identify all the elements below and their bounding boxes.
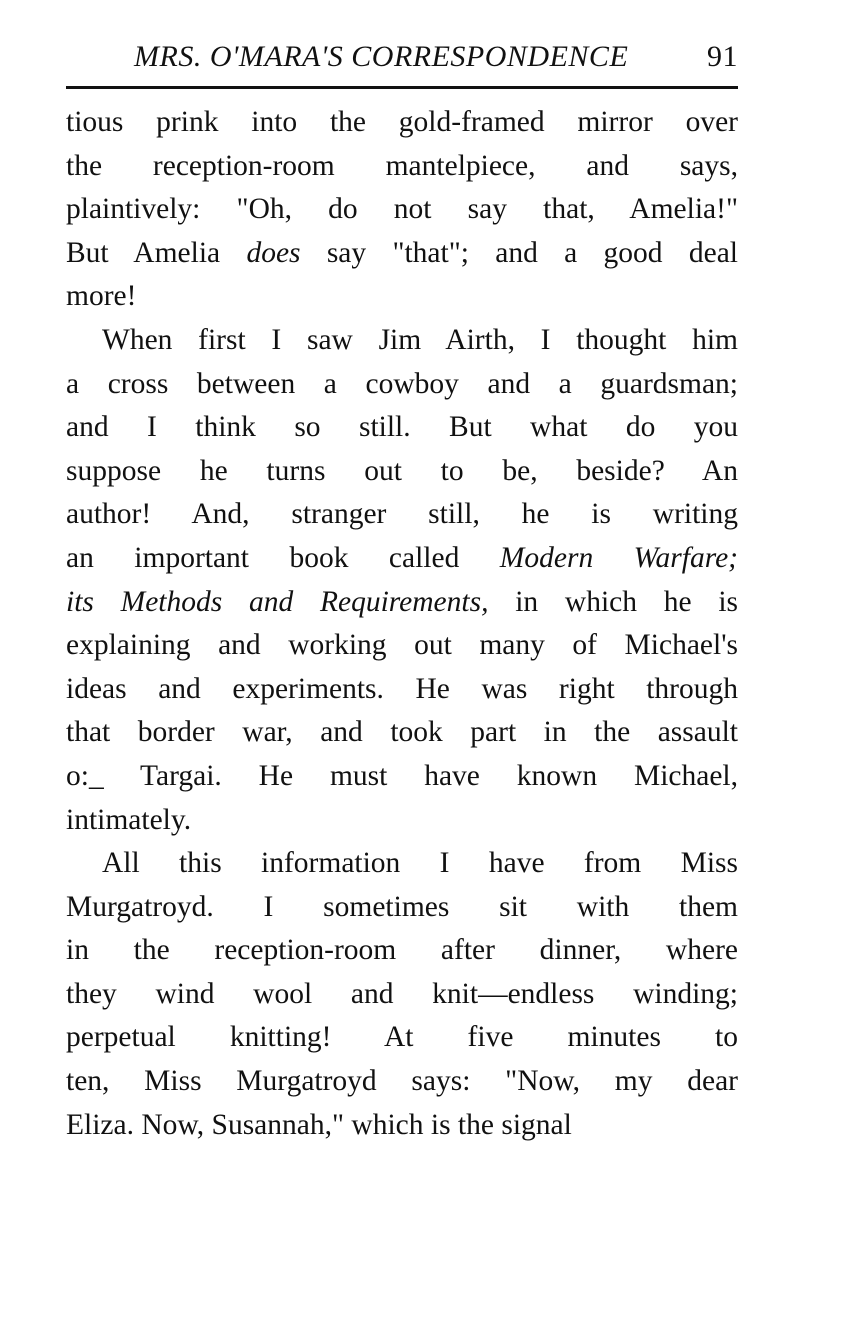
italic-text: Modern Warfare;	[499, 541, 738, 574]
text-line: an important book called Modern Warfare;	[66, 541, 738, 574]
text-line: explaining and working out many of Michael's	[66, 629, 738, 662]
text-line: ten, Miss Murgatroyd says: "Now, my dear	[66, 1065, 738, 1098]
text-line: they wind wool and knit—endless winding;	[66, 977, 738, 1010]
italic-text: does	[246, 236, 301, 269]
running-head	[66, 36, 738, 76]
book-page	[66, 36, 738, 1147]
text-line: the reception-room mantelpiece, and says,	[66, 149, 738, 182]
text-line: its Methods and Requirements, in which he is	[66, 585, 739, 618]
text-line: But Amelia does say "that"; and a good deal	[66, 236, 738, 269]
text-line: When first I saw Jim Airth, I thought him	[102, 323, 738, 356]
text-line: author! And, stranger still, he is writing	[66, 498, 738, 531]
italic-text: its Methods and Requirements,	[66, 585, 489, 618]
text-line: plaintively: "Oh, do not say that, Amelia!"	[66, 193, 738, 226]
text-line: suppose he turns out to be, beside? An	[66, 454, 738, 487]
header-rule	[66, 86, 738, 89]
text-line: perpetual knitting! At five minutes to	[66, 1021, 738, 1054]
text-line: more!	[66, 280, 137, 313]
text-line: o:_ Targai. He must have known Michael,	[66, 759, 738, 792]
running-title: MRS. O'MARA'S CORRESPONDENCE	[134, 40, 629, 73]
page-number: 91	[707, 40, 738, 73]
text-line: Eliza. Now, Susannah," which is the signal	[66, 1108, 572, 1141]
body-text	[66, 101, 738, 1147]
text-line: ideas and experiments. He was right through	[66, 672, 738, 705]
text-line: a cross between a cowboy and a guardsman;	[66, 367, 738, 400]
text-line: in the reception-room after dinner, where	[66, 934, 738, 967]
text-line: tious prink into the gold-framed mirror over	[66, 106, 738, 138]
paragraph	[66, 319, 738, 842]
text-line: Murgatroyd. I sometimes sit with them	[66, 890, 738, 923]
text-line: intimately.	[66, 803, 192, 836]
text-line: All this information I have from Miss	[102, 847, 738, 880]
paragraph	[66, 842, 738, 1147]
text-line: and I think so still. But what do you	[66, 411, 738, 444]
paragraph	[66, 101, 738, 319]
text-line: that border war, and took part in the assault	[66, 716, 738, 749]
